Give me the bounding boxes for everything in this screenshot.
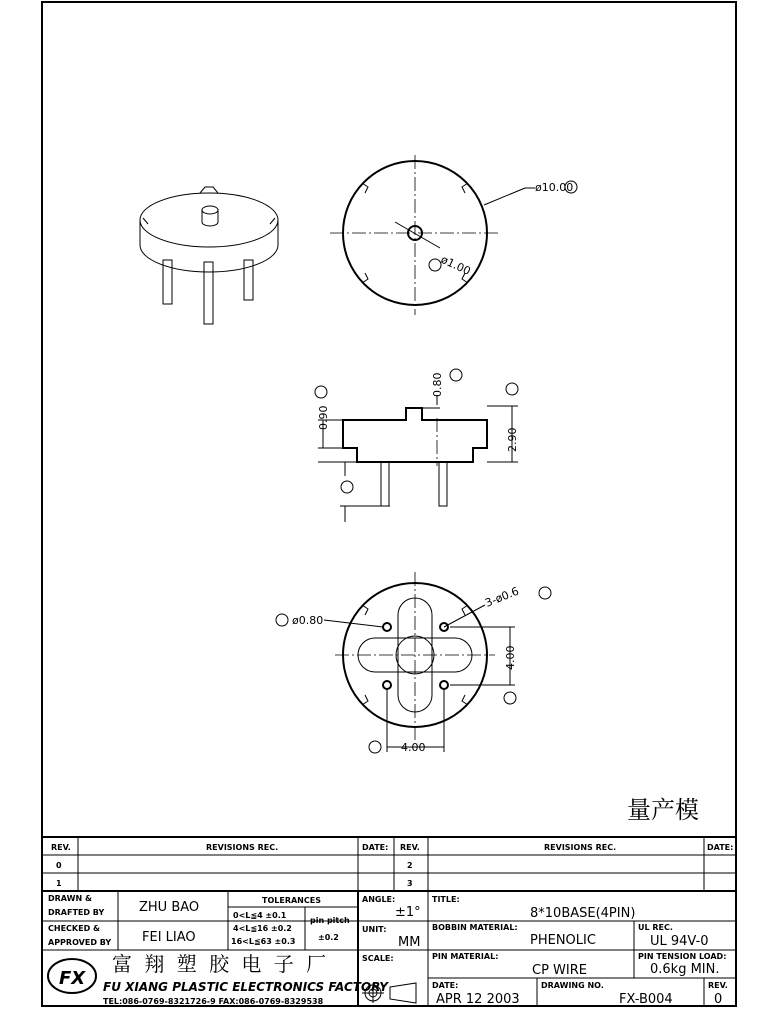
bottom-view: [276, 572, 551, 754]
date-value: APR 12 2003: [436, 992, 520, 1007]
pin-pitch-label: pin pitch: [310, 916, 350, 925]
pin-pitch-value: ±0.2: [318, 933, 339, 942]
drawing-no-label: DRAWING NO.: [541, 981, 604, 990]
bobbin-label: BOBBIN MATERIAL:: [432, 923, 518, 932]
revisions-header-left: REVISIONS REC.: [206, 843, 279, 852]
rev-row-3: 3: [407, 879, 413, 888]
production-stamp: 量产模: [627, 796, 699, 824]
date-header-left: DATE:: [362, 843, 389, 852]
svg-text:FX: FX: [59, 968, 86, 989]
unit-label: UNIT:: [362, 925, 387, 934]
checked-label-1: CHECKED &: [48, 924, 100, 933]
rev-header-left: REV.: [51, 843, 71, 852]
drawn-label-1: DRAWN &: [48, 894, 92, 903]
company-name-cn: 富 翔 塑 胶 电 子 厂: [112, 952, 330, 976]
rev-value: 0: [714, 992, 723, 1007]
dim-locating-hole: ø0.80: [292, 614, 324, 627]
ul-label: UL REC.: [638, 923, 673, 932]
rev-header-right: REV.: [400, 843, 420, 852]
company-logo: [48, 959, 96, 993]
rev-row-0: 0: [56, 861, 62, 870]
dim-thickness-top: 0.90: [317, 405, 330, 430]
dim-pin-pitch-h: 4.00: [401, 741, 426, 754]
angle-label: ANGLE:: [362, 895, 396, 904]
company-name-en: FU XIANG PLASTIC ELECTRONICS FACTORY: [103, 980, 388, 994]
dim-pin-pitch-v: 4.00: [504, 645, 517, 670]
title-block: [42, 891, 736, 1007]
tolerance-3: 16<L≦63 ±0.3: [231, 937, 296, 946]
revisions-header-right: REVISIONS REC.: [544, 843, 617, 852]
checked-label-2: APPROVED BY: [48, 938, 112, 947]
angle-value: ±1°: [395, 905, 421, 920]
pin-tension-label: PIN TENSION LOAD:: [638, 952, 727, 961]
date-header-right: DATE:: [707, 843, 734, 852]
tolerances-label: TOLERANCES: [262, 896, 321, 905]
drawn-label-2: DRAFTED BY: [48, 908, 105, 917]
top-view: [330, 155, 577, 315]
bobbin-value: PHENOLIC: [530, 933, 596, 948]
revision-table: [42, 837, 736, 891]
isometric-view: [140, 187, 278, 324]
dim-total-height: 2.90: [506, 427, 519, 452]
pin-material-value: CP WIRE: [532, 963, 587, 978]
pin-material-label: PIN MATERIAL:: [432, 952, 499, 961]
rev-label: REV.: [708, 981, 728, 990]
rev-row-2: 2: [407, 861, 413, 870]
title-label: TITLE:: [432, 895, 460, 904]
rev-row-1: 1: [56, 879, 62, 888]
dim-outer-dia: ø10.00: [535, 181, 574, 194]
date-label: DATE:: [432, 981, 459, 990]
section-view: [315, 369, 519, 522]
drawn-by: ZHU BAO: [139, 900, 200, 915]
drawing-no-value: FX-B004: [619, 992, 673, 1007]
ul-value: UL 94V-0: [650, 934, 709, 949]
company-contact: TEL:086-0769-8321726-9 FAX:086-0769-8329538: [103, 997, 324, 1006]
unit-value: MM: [398, 935, 421, 950]
scale-label: SCALE:: [362, 954, 394, 963]
dim-center-hole: ø1.00: [438, 252, 473, 278]
title-value: 8*10BASE(4PIN): [530, 906, 636, 921]
dim-boss-height: 0.80: [431, 372, 444, 397]
dim-pin-holes: 3-ø0.6: [483, 584, 521, 610]
checked-by: FEI LIAO: [142, 930, 196, 945]
pin-tension-value: 0.6kg MIN.: [650, 962, 720, 977]
tolerance-1: 0<L≦4 ±0.1: [233, 911, 287, 920]
tolerance-2: 4<L≦16 ±0.2: [233, 924, 292, 933]
